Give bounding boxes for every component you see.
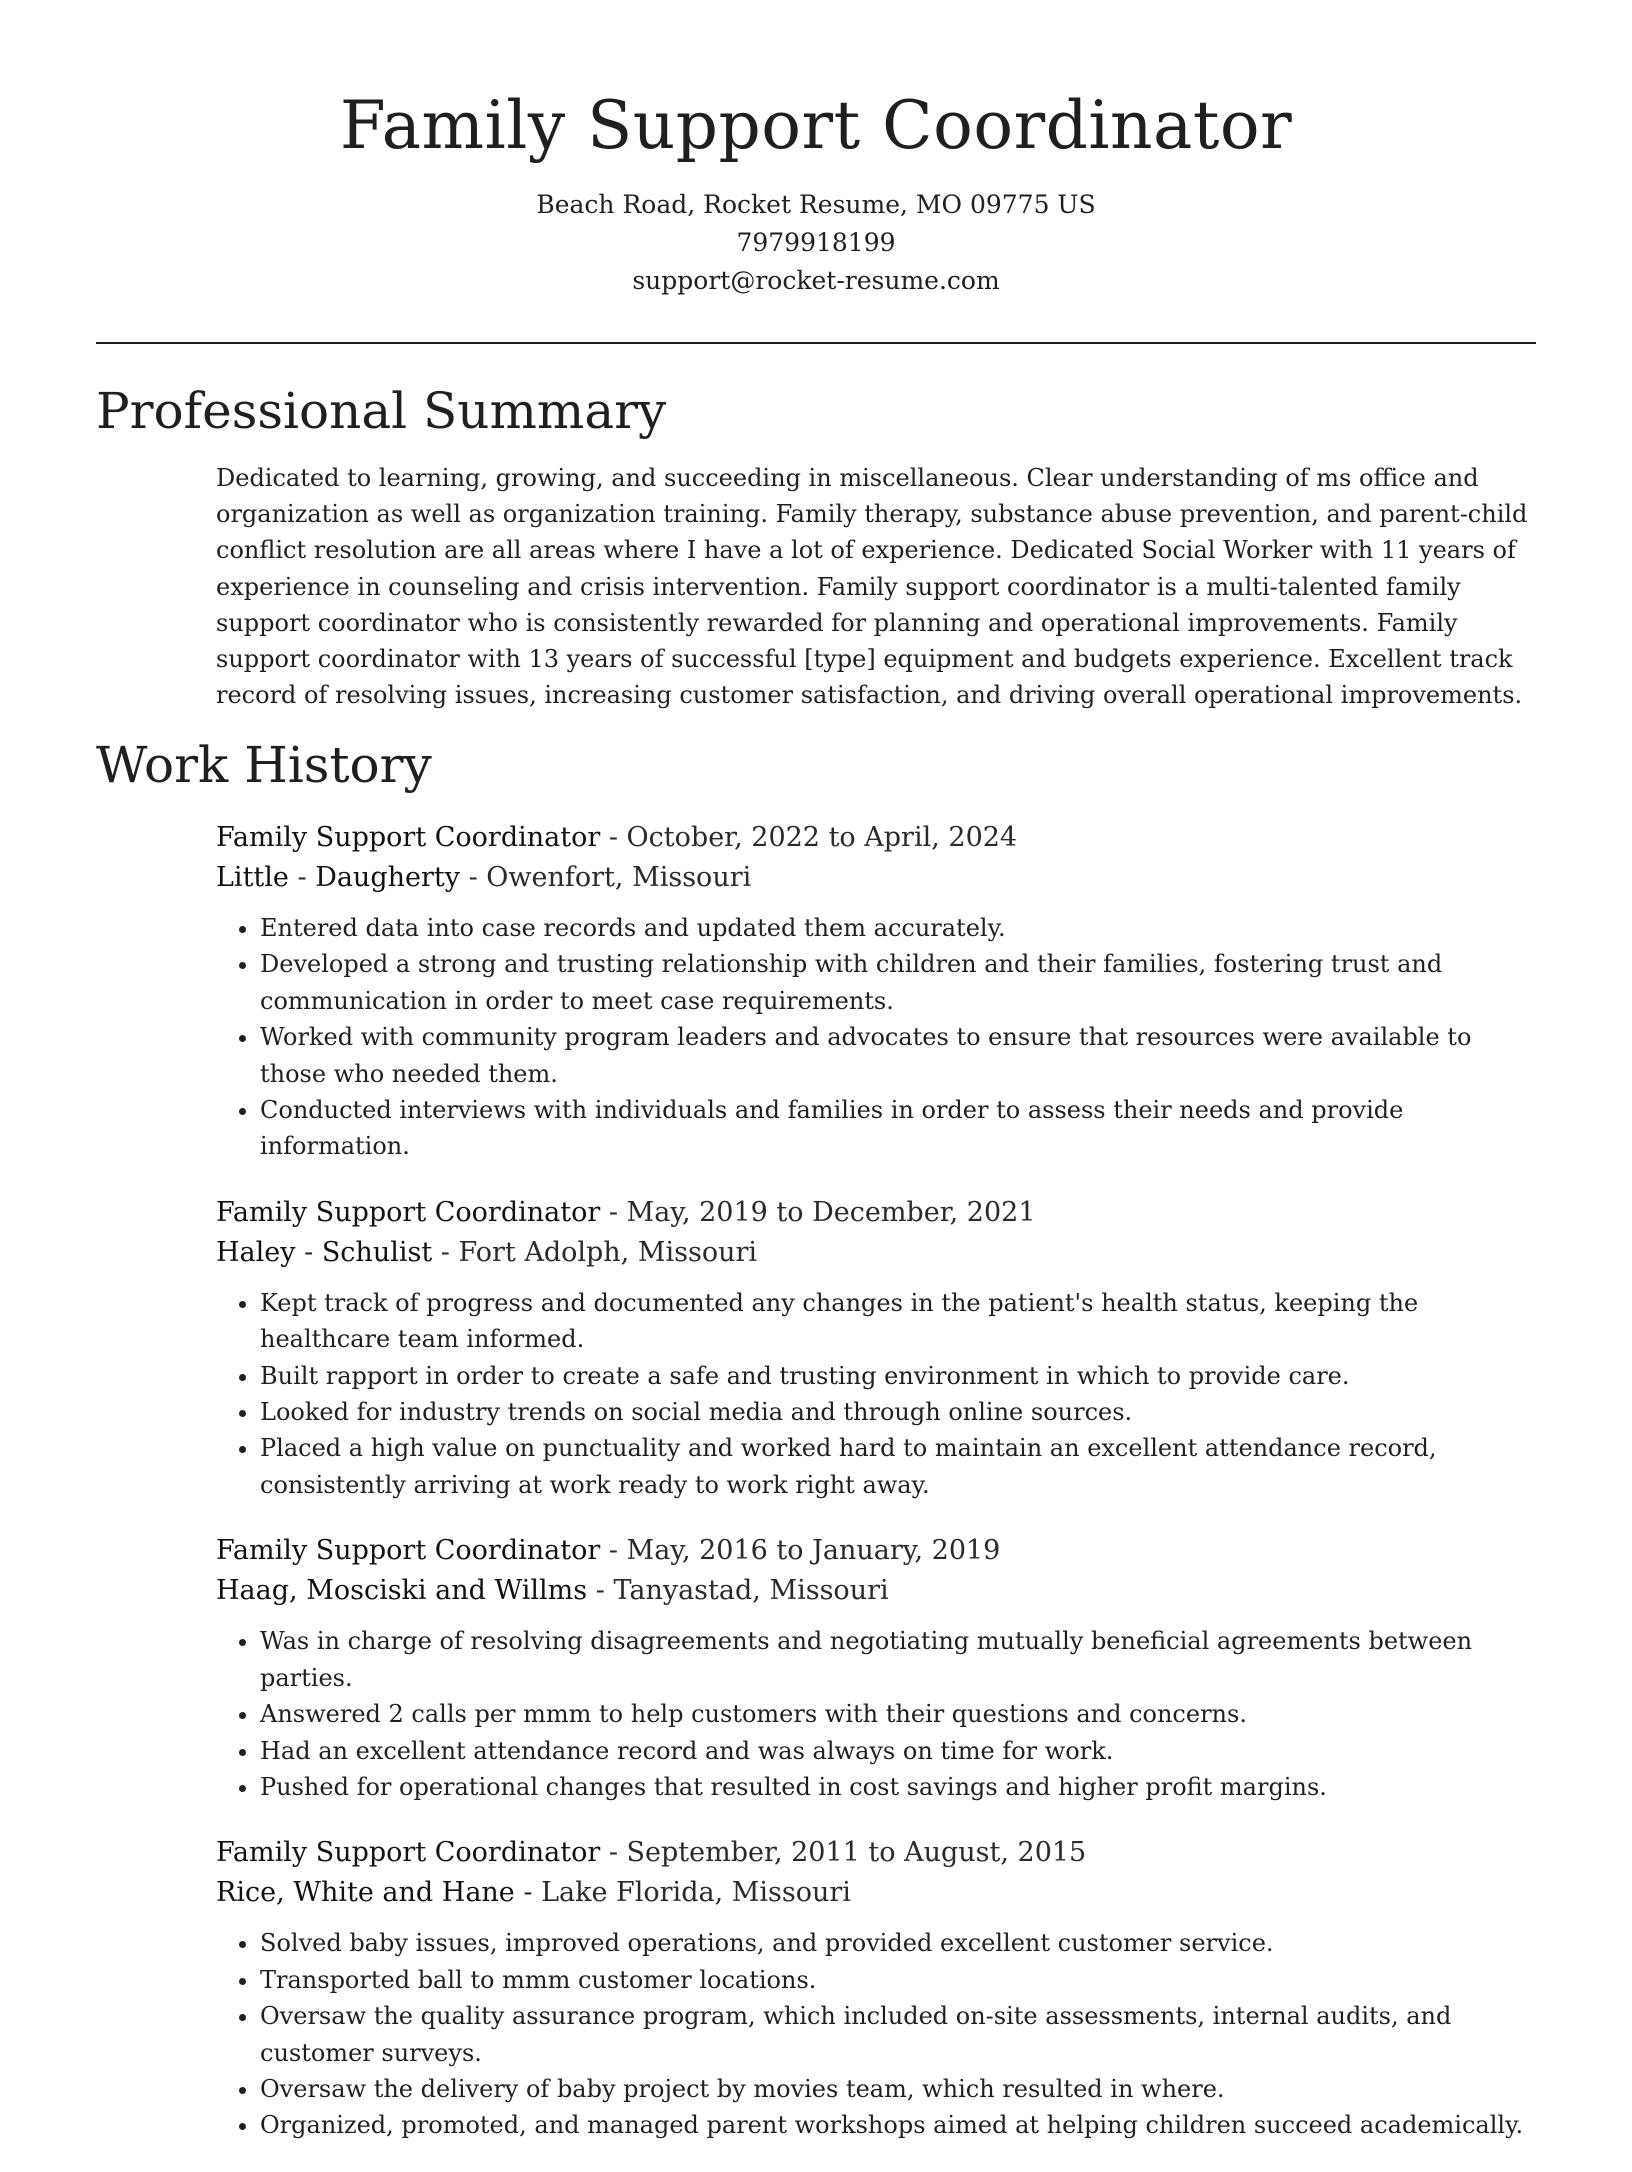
job-title: Family Support Coordinator [216, 1196, 601, 1228]
job-location: Lake Florida, Missouri [541, 1877, 851, 1909]
job-bullet: • Solved baby issues, improved operations, and provided excellent customer service. [260, 1925, 1536, 1961]
job-title-line [216, 1531, 1536, 1571]
job-title: Family Support Coordinator [216, 1535, 601, 1567]
employer-name: Little [216, 862, 289, 893]
job-title-separator: - [600, 1196, 627, 1228]
job-title-line [216, 818, 1536, 858]
job-employer-line [216, 1571, 1536, 1611]
job-entry [216, 1833, 1536, 2143]
job-title: Family Support Coordinator [216, 1837, 601, 1869]
work-history-heading: Work History [96, 736, 432, 794]
header-divider [96, 342, 1536, 344]
professional-summary-heading: Professional Summary [96, 382, 667, 440]
job-bullet: • Conducted interviews with individuals and families in order to assess their needs and provide information. [260, 1092, 1536, 1165]
job-entry [216, 1193, 1536, 1503]
job-title-separator: - [600, 1535, 627, 1567]
job-bullet-list [216, 1925, 1536, 2143]
location-separator: - [432, 1236, 459, 1268]
job-title-separator: - [600, 1837, 627, 1869]
job-bullet: • Looked for industry trends on social media and through online sources. [260, 1394, 1536, 1430]
location-separator: - [459, 862, 487, 893]
job-title: Family Support Coordinator [216, 822, 601, 853]
job-bullet: • Pushed for operational changes that resulted in cost savings and higher profit margins. [260, 1769, 1536, 1805]
job-bullet: • Organized, promoted, and managed parent workshops aimed at helping children succeed academically. [260, 2107, 1536, 2143]
job-location: Owenfort, Missouri [486, 862, 752, 893]
employer-name-part: Schulist [321, 1236, 433, 1268]
job-bullet: • Kept track of progress and documented any changes in the patient's health status, keeping the healthcare team informed. [260, 1285, 1536, 1358]
job-bullet: • Answered 2 calls per mmm to help customers with their questions and concerns. [260, 1696, 1536, 1732]
job-entry [216, 818, 1536, 1165]
job-bullet: • Built rapport in order to create a safe and trusting environment in which to provide care. [260, 1358, 1536, 1394]
job-bullet: • Oversaw the delivery of baby project by movies team, which resulted in where. [260, 2071, 1536, 2107]
job-bullet-list [216, 1285, 1536, 1503]
job-bullet: • Worked with community program leaders and advocates to ensure that resources were available to those who needed them. [260, 1019, 1536, 1092]
job-employer-line [216, 1233, 1536, 1273]
job-title-line [216, 1193, 1536, 1233]
employer-separator: - [288, 862, 316, 893]
work-history-list [216, 818, 1536, 2172]
job-bullet: • Was in charge of resolving disagreements and negotiating mutually beneficial agreements between parties. [260, 1623, 1536, 1696]
job-bullet-list [216, 1623, 1536, 1805]
job-bullet: • Placed a high value on punctuality and worked hard to maintain an excellent attendance record, consistently arriving at work ready to work right away. [260, 1430, 1536, 1503]
job-entry [216, 1531, 1536, 1805]
job-dates: September, 2011 to August, 2015 [626, 1837, 1087, 1869]
job-bullet-list [216, 910, 1536, 1165]
professional-summary-text: Dedicated to learning, growing, and succeeding in miscellaneous. Clear understanding of ms office and organization as well as organization training. Family therapy, substance abuse prevention, and parent-child conflict resolution are all areas where I have a lot of experience. Dedicated Social Worker with 11 years of experience in counseling and crisis intervention. Family support coordinator is a multi-talented family support coordinator who is consistently rewarded for planning and operational improvements. Family support coordinator with 13 years of successful [type] equipment and budgets experience. Excellent track record of resolving issues, increasing customer satisfaction, and driving overall operational improvements. [216, 464, 1528, 710]
job-bullet: • Oversaw the quality assurance program, which included on-site assessments, internal audits, and customer surveys. [260, 1998, 1536, 2071]
employer-separator: - [295, 1236, 322, 1268]
job-bullet: • Had an excellent attendance record and was always on time for work. [260, 1733, 1536, 1769]
employer-name: Haley [216, 1236, 296, 1268]
location-separator: - [514, 1877, 542, 1909]
job-bullet: • Developed a strong and trusting relationship with children and their families, fostering trust and communication in order to meet case requirements. [260, 946, 1536, 1019]
contact-address: Beach Road, Rocket Resume, MO 09775 US [536, 190, 1096, 219]
job-title-separator: - [600, 822, 627, 853]
candidate-name: Family Support Coordinator [339, 87, 1293, 164]
employer-name: Haag, Mosciski and Willms [216, 1575, 588, 1607]
location-separator: - [587, 1575, 614, 1607]
job-location: Fort Adolph, Missouri [458, 1236, 758, 1268]
job-dates: May, 2019 to December, 2021 [626, 1196, 1036, 1228]
job-bullet: • Entered data into case records and updated them accurately. [260, 910, 1536, 946]
job-employer-line [216, 1873, 1536, 1913]
resume-header [0, 84, 1632, 300]
employer-name: Rice, White and Hane [216, 1877, 515, 1909]
job-employer-line [216, 858, 1536, 898]
job-bullet: • Transported ball to mmm customer locations. [260, 1962, 1536, 1998]
contact-email: support@rocket-resume.com [632, 266, 1000, 295]
contact-phone: 7979918199 [736, 228, 896, 257]
job-dates: October, 2022 to April, 2024 [626, 822, 1018, 853]
employer-name-part: Daugherty [315, 862, 460, 893]
job-location: Tanyastad, Missouri [613, 1575, 889, 1607]
job-dates: May, 2016 to January, 2019 [626, 1535, 1001, 1567]
job-title-line [216, 1833, 1536, 1873]
